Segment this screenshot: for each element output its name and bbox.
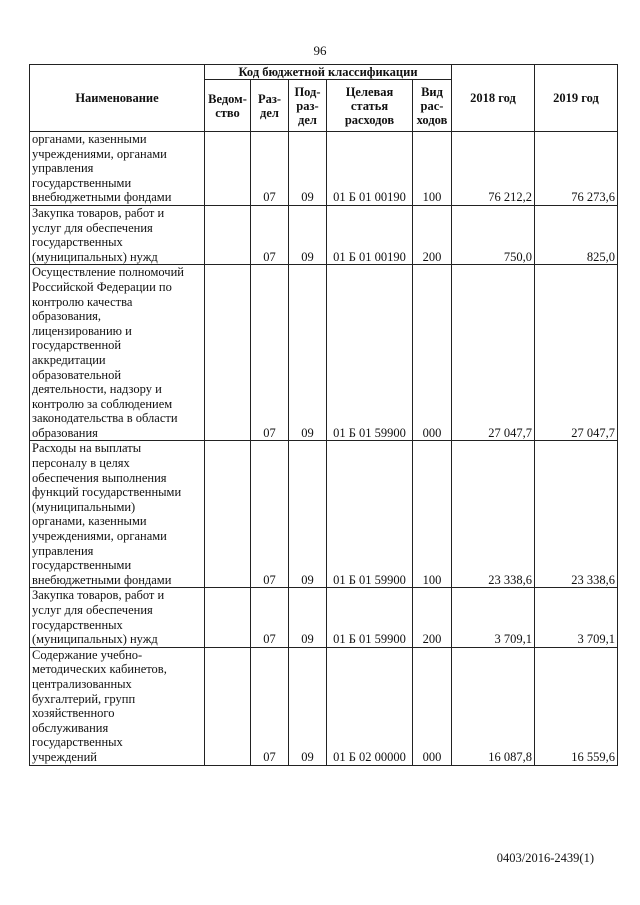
header-razdel bbox=[251, 80, 289, 132]
row-amount-2018: 750,0 bbox=[452, 205, 535, 264]
row-podrazdel: 09 bbox=[289, 588, 327, 647]
row-name-line: обеспечения выполнения bbox=[32, 470, 167, 485]
header-target-article bbox=[327, 80, 413, 132]
row-name bbox=[30, 588, 205, 647]
row-vedomstvo bbox=[205, 647, 251, 765]
header-line: Раз- bbox=[257, 91, 282, 106]
row-name-line: Закупка товаров, работ и bbox=[32, 205, 165, 220]
row-name-line: (муниципальных) нужд bbox=[32, 249, 158, 264]
row-name-line: учреждений bbox=[32, 749, 97, 764]
row-name bbox=[30, 132, 205, 206]
row-expense-type: 100 bbox=[413, 441, 452, 588]
row-podrazdel: 09 bbox=[289, 441, 327, 588]
row-name-line: лицензированию и bbox=[32, 323, 132, 338]
row-name-line: государственной bbox=[32, 338, 122, 353]
row-podrazdel: 09 bbox=[289, 265, 327, 441]
row-name-line: управления bbox=[32, 161, 94, 176]
table-row bbox=[30, 441, 618, 588]
table-row bbox=[30, 132, 618, 206]
row-name-line: государственными bbox=[32, 175, 132, 190]
row-name bbox=[30, 647, 205, 765]
row-name-line: обслуживания bbox=[32, 720, 109, 735]
header-expense-type bbox=[413, 80, 452, 132]
header-year-2018: 2018 год bbox=[452, 65, 535, 132]
row-razdel: 07 bbox=[251, 588, 289, 647]
row-name bbox=[30, 205, 205, 264]
row-amount-2018: 16 087,8 bbox=[452, 647, 535, 765]
row-amount-2018: 27 047,7 bbox=[452, 265, 535, 441]
header-line: раз- bbox=[296, 98, 319, 113]
table-row bbox=[30, 588, 618, 647]
row-vedomstvo bbox=[205, 265, 251, 441]
row-target-article: 01 Б 01 00190 bbox=[327, 205, 413, 264]
header-podrazdel bbox=[289, 80, 327, 132]
row-razdel: 07 bbox=[251, 441, 289, 588]
row-name-line: органами, казенными bbox=[32, 132, 147, 146]
row-amount-2019: 27 047,7 bbox=[535, 265, 618, 441]
row-amount-2018: 23 338,6 bbox=[452, 441, 535, 588]
row-name-line: государственных bbox=[32, 735, 123, 750]
row-name-line: Содержание учебно- bbox=[32, 647, 143, 662]
row-amount-2018: 76 212,2 bbox=[452, 132, 535, 206]
row-name-line: органами, казенными bbox=[32, 514, 147, 529]
row-target-article: 01 Б 01 00190 bbox=[327, 132, 413, 206]
row-name-line: Закупка товаров, работ и bbox=[32, 588, 165, 603]
budget-table bbox=[29, 64, 618, 766]
row-vedomstvo bbox=[205, 588, 251, 647]
row-name-line: услуг для обеспечения bbox=[32, 220, 153, 235]
row-name-line: функций государственными bbox=[32, 485, 182, 500]
row-podrazdel: 09 bbox=[289, 205, 327, 264]
header-line: дел bbox=[260, 105, 279, 120]
header-line: Вид bbox=[421, 84, 443, 99]
row-target-article: 01 Б 01 59900 bbox=[327, 441, 413, 588]
row-amount-2019: 76 273,6 bbox=[535, 132, 618, 206]
row-name-line: аккредитации bbox=[32, 352, 106, 367]
document-code: 0403/2016-2439(1) bbox=[496, 851, 594, 865]
row-name-line: бухгалтерий, групп bbox=[32, 691, 136, 706]
row-amount-2019: 3 709,1 bbox=[535, 588, 618, 647]
header-line: дел bbox=[298, 112, 317, 127]
row-name bbox=[30, 441, 205, 588]
row-razdel: 07 bbox=[251, 132, 289, 206]
row-name-line: персоналу в целях bbox=[32, 456, 130, 471]
row-name bbox=[30, 265, 205, 441]
header-line: ство bbox=[215, 105, 240, 120]
row-podrazdel: 09 bbox=[289, 647, 327, 765]
header-line: расходов bbox=[344, 112, 395, 127]
row-name-line: внебюджетными фондами bbox=[32, 190, 172, 205]
header-line: рас- bbox=[420, 98, 444, 113]
header-year-2019: 2019 год bbox=[535, 65, 618, 132]
row-name-line: услуг для обеспечения bbox=[32, 603, 153, 617]
row-name-line: Осуществление полномочий bbox=[32, 265, 184, 280]
row-name-line: контролю качества bbox=[32, 294, 133, 309]
table-row bbox=[30, 265, 618, 441]
row-name-line: хозяйственного bbox=[32, 706, 115, 721]
row-name-line: Расходы на выплаты bbox=[32, 441, 142, 456]
table-header bbox=[30, 65, 618, 132]
row-razdel: 07 bbox=[251, 205, 289, 264]
header-line: Ведом- bbox=[208, 91, 247, 106]
row-name-line: государственных bbox=[32, 235, 123, 250]
row-name-line: учреждениями, органами bbox=[32, 529, 167, 544]
row-name-line: централизованных bbox=[32, 676, 132, 691]
row-name-line: образования, bbox=[32, 309, 102, 324]
row-name-line: образования bbox=[32, 425, 98, 440]
row-name-line: (муниципальных) нужд bbox=[32, 632, 158, 647]
row-name-line: (муниципальными) bbox=[32, 499, 136, 514]
row-vedomstvo bbox=[205, 205, 251, 264]
row-name-line: образовательной bbox=[32, 367, 122, 382]
row-expense-type: 200 bbox=[413, 588, 452, 647]
row-name-line: контролю за соблюдением bbox=[32, 396, 173, 411]
row-podrazdel: 09 bbox=[289, 132, 327, 206]
row-expense-type: 100 bbox=[413, 132, 452, 206]
table-row bbox=[30, 205, 618, 264]
row-amount-2019: 23 338,6 bbox=[535, 441, 618, 588]
header-line: ходов bbox=[416, 112, 448, 127]
header-line: Под- bbox=[294, 84, 321, 99]
header-line: статья bbox=[350, 98, 389, 113]
row-name-line: государственными bbox=[32, 558, 132, 573]
row-target-article: 01 Б 01 59900 bbox=[327, 265, 413, 441]
row-amount-2019: 825,0 bbox=[535, 205, 618, 264]
page-number: 96 bbox=[313, 43, 327, 58]
row-vedomstvo bbox=[205, 441, 251, 588]
row-expense-type: 000 bbox=[413, 265, 452, 441]
row-name-line: внебюджетными фондами bbox=[32, 572, 172, 587]
row-name-line: законодательства в области bbox=[32, 411, 178, 426]
header-vedomstvo bbox=[205, 80, 251, 132]
row-razdel: 07 bbox=[251, 265, 289, 441]
row-razdel: 07 bbox=[251, 647, 289, 765]
row-name-line: деятельности, надзору и bbox=[32, 382, 162, 397]
row-expense-type: 200 bbox=[413, 205, 452, 264]
table-row bbox=[30, 647, 618, 765]
row-name-line: учреждениями, органами bbox=[32, 146, 167, 161]
row-name-line: государственных bbox=[32, 617, 123, 632]
header-name: Наименование bbox=[30, 65, 205, 132]
row-amount-2018: 3 709,1 bbox=[452, 588, 535, 647]
row-name-line: методических кабинетов, bbox=[32, 662, 167, 677]
row-expense-type: 000 bbox=[413, 647, 452, 765]
header-line: Целевая bbox=[345, 84, 394, 99]
header-budget-code-group: Код бюджетной классификации bbox=[205, 65, 452, 80]
row-target-article: 01 Б 01 59900 bbox=[327, 588, 413, 647]
row-name-line: управления bbox=[32, 543, 94, 558]
table-body bbox=[30, 132, 618, 766]
row-target-article: 01 Б 02 00000 bbox=[327, 647, 413, 765]
row-amount-2019: 16 559,6 bbox=[535, 647, 618, 765]
row-name-line: Российской Федерации по bbox=[32, 279, 172, 294]
row-vedomstvo bbox=[205, 132, 251, 206]
